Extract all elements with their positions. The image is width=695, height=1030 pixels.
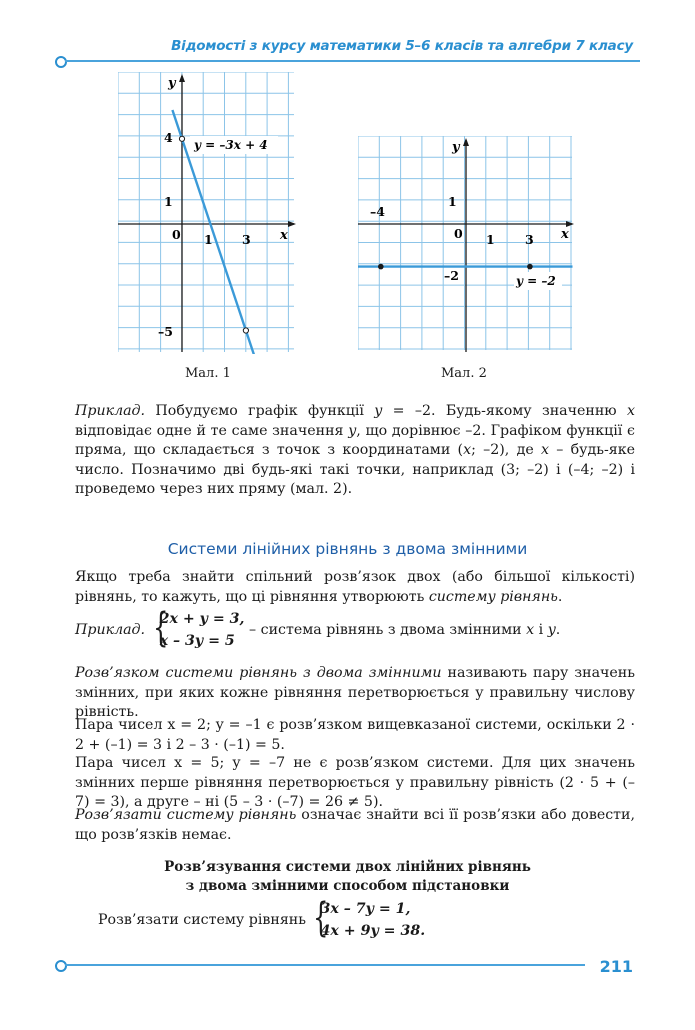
figure-1-tick-y4: 4 (164, 130, 173, 145)
system-1 (150, 605, 245, 652)
paragraph-1 (75, 716, 635, 755)
footer-rule (65, 964, 585, 966)
text-span: називають пару значень змінних, при яких кожне рівняння перетворюється у правильну числову рівність. (75, 665, 635, 720)
header-rule (65, 60, 640, 62)
example-2-label: Приклад. (75, 622, 146, 638)
figure-2-point-3-m2 (527, 264, 533, 270)
var-x: x (540, 442, 549, 458)
paragraph-1-text: Пара чисел x = 2; y = –1 є розв’язком вищевказаної системи, оскільки 2 · 2 + (–1) = 3 і 2 – 3 · (–1) = 5. (75, 717, 635, 753)
figure-1-x-label: x (280, 228, 288, 243)
figure-1-point-3-m5 (243, 328, 248, 333)
figure-2-tick-ym2: –2 (444, 268, 459, 283)
solve-term: Розв’язати систему рівнянь (75, 807, 297, 823)
method-prompt: Розв’язати систему рівнянь (98, 912, 311, 928)
system-2-eq1: 3x – 7y = 1, (320, 901, 411, 917)
text-span: – система рівнянь з двома змінними (249, 622, 527, 638)
text-span: . (555, 622, 561, 638)
running-header: Відомості з курсу математики 5–6 класів та алгебри 7 класу (171, 38, 633, 54)
figure-1-x-arrow (288, 221, 296, 227)
figure-1-tick-origin: 0 (172, 227, 181, 242)
header-rule-dot (55, 56, 67, 68)
method-system-block (98, 895, 426, 942)
figure-1-tick-x3: 3 (242, 232, 251, 247)
intro-paragraph (75, 568, 635, 607)
method-title-line-2: з двома змінними способом підстановки (185, 878, 510, 894)
page-number: 211 (599, 957, 633, 976)
figure-2-tick-x1: 1 (486, 232, 495, 247)
var-x: x (627, 403, 636, 419)
text-span: , що дорівнює –2. Графіком функції є пряма, що складається з точок з координатами ( (75, 422, 635, 458)
text-span: відповідає одне й те саме значення (75, 422, 349, 439)
figure-2-y-arrow (463, 138, 469, 146)
figure-1-y-label: y (168, 76, 176, 91)
figure-2-tick-y1: 1 (448, 194, 457, 209)
text-span: і (534, 622, 548, 638)
section-heading: Системи лінійних рівнянь з двома змінними (167, 540, 528, 558)
example-1-label: Приклад. (75, 403, 146, 419)
text-span: Якщо треба знайти спільний розв’язок двох (або більшої кількості) рівнянь, то кажуть, що ці рівняння утворюють (75, 569, 635, 605)
footer-rule-dot (55, 960, 67, 972)
figure-2-function-label: y = –2 (516, 274, 556, 288)
var-y: y (348, 422, 357, 439)
system-1-eq1: 2x + y = 3, (159, 611, 245, 627)
figure-1-tick-x1: 1 (204, 232, 213, 247)
var-y: y (374, 403, 383, 419)
brace-icon: { (152, 605, 168, 651)
system-2-eq2: 4x + 9y = 38. (320, 923, 426, 939)
system-1-eq2: x – 3y = 5 (159, 633, 235, 649)
figure-2-point-m4-m2 (378, 264, 384, 270)
figure-1-chart (118, 72, 298, 354)
definition-term: Розв’язком системи рівнянь з двома змінними (75, 665, 442, 681)
figure-1-point-0-4 (179, 136, 184, 141)
figure-2-x-label: x (561, 227, 569, 242)
system-2 (310, 895, 426, 942)
text-span: ; –2), де (471, 442, 541, 458)
method-title (0, 858, 695, 896)
figure-2-tick-x3: 3 (525, 232, 534, 247)
figure-1-caption: Мал. 1 (185, 366, 231, 381)
figure-2-caption: Мал. 2 (441, 366, 487, 381)
text-span: означає знайти всі її розв’язки або довести, що розв’язків немає. (75, 807, 635, 843)
figure-2-chart (358, 136, 576, 354)
figure-2-y-label: y (452, 140, 460, 155)
example-2-block (75, 605, 635, 652)
var-y: y (547, 622, 556, 638)
figure-2-tick-origin: 0 (454, 226, 463, 241)
solve-definition (75, 806, 635, 845)
paragraph-2-text: Пара чисел x = 5; y = –7 не є розв’язком системи. Для цих значень змінних перше рівняння перетворюється у правильну рівність (2 · 5 + (–7) = 3), а друге – ні (5 – 3 · (–7) = 26 ≠ 5). (75, 755, 635, 810)
var-x: x (526, 622, 535, 638)
brace-icon: { (313, 895, 329, 941)
figure-1-tick-y1: 1 (164, 194, 173, 209)
term-system: систему рівнянь (428, 588, 558, 605)
figure-1-function-label: y = –3x + 4 (194, 138, 268, 152)
text-span: – будь-яке число. Позначимо дві будь-які такі точки, наприклад (3; –2) і (–4; –2) і проведемо через них пряму (мал. 2). (75, 442, 635, 497)
var-x: x (463, 442, 472, 458)
figure-2-tick-xm4: –4 (370, 204, 385, 219)
figure-2-grid (358, 136, 572, 350)
method-title-line-1: Розв’язування системи двох лінійних рівнянь (164, 859, 531, 875)
definition-paragraph (75, 664, 635, 723)
text-span: . (557, 588, 563, 605)
figure-1-tick-ym5: –5 (158, 324, 173, 339)
text-span: = –2. Будь-якому значенню (382, 403, 627, 419)
text-span: Побудуємо графік функції (145, 403, 375, 419)
paragraph-2 (75, 754, 635, 813)
figure-1-y-arrow (179, 74, 185, 82)
example-1-paragraph (75, 402, 635, 500)
